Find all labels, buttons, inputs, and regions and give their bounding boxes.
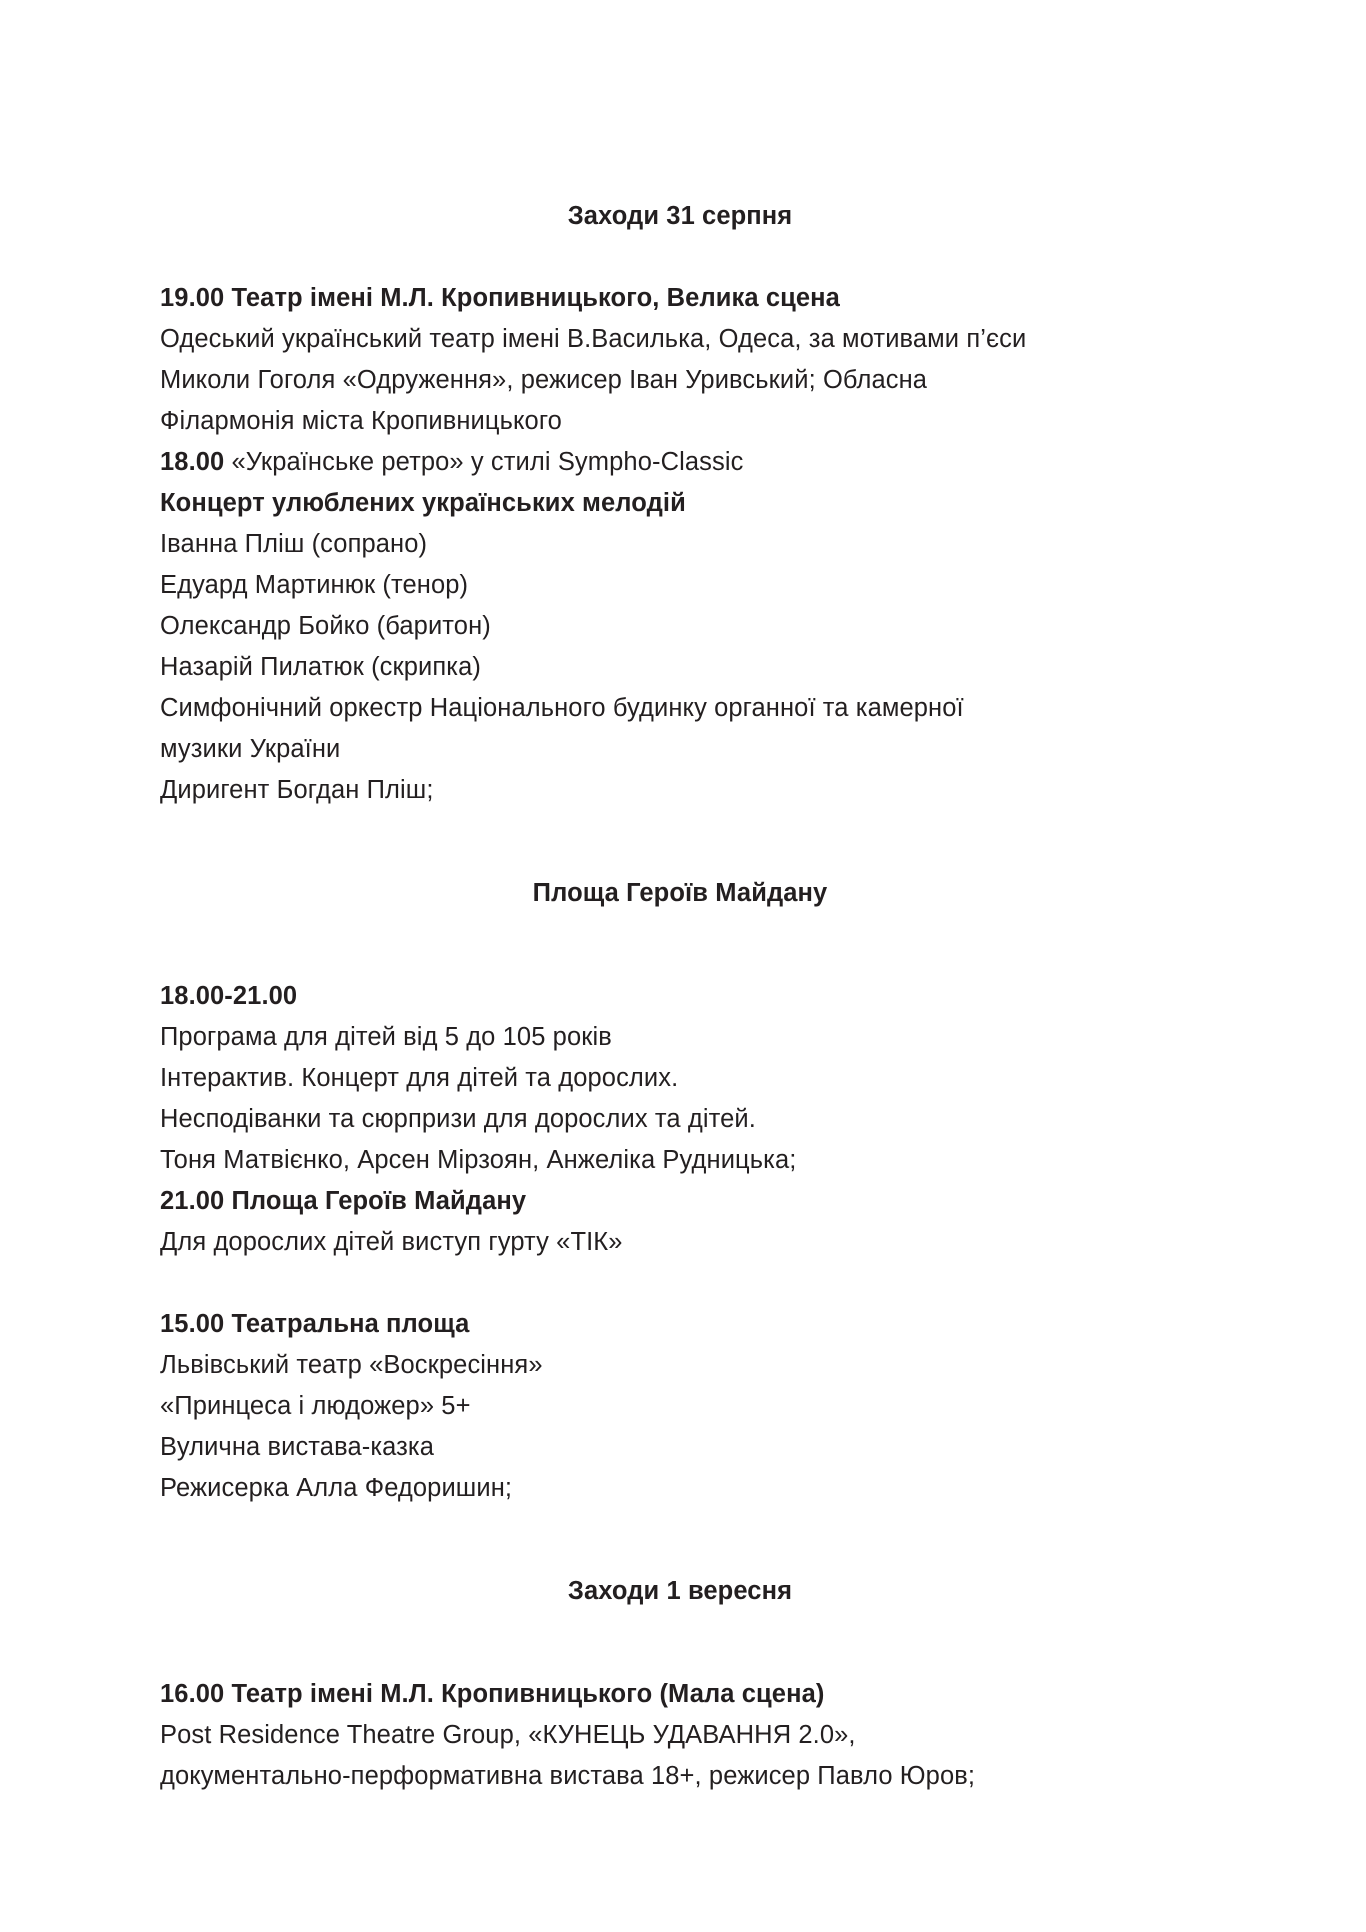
spacer (160, 811, 1200, 873)
theatre-square-line-2: «Принцеса і людожер» 5+ (160, 1392, 471, 1420)
theatre-aug31-line-2: Миколи Гоголя «Одруження», режисер Іван Уривський; Обласна (160, 366, 928, 394)
spacer (160, 237, 1200, 278)
performer-violin: Назарій Пилатюк (скрипка) (160, 653, 482, 681)
heading-events-sep1: Заходи 1 вересня (567, 1577, 793, 1605)
maidan-line-2: Інтерактив. Концерт для дітей та дорослих. (160, 1064, 679, 1092)
sep1-title: 16.00 Театр імені М.Л. Кропивницького (Мала сцена) (160, 1680, 825, 1708)
maidan-time-range: 18.00-21.00 (160, 982, 298, 1010)
theatre-square-line-4: Режисерка Алла Федоришин; (160, 1474, 513, 1502)
maidan-line-1: Програма для дітей від 5 до 105 років (160, 1023, 612, 1051)
spacer (160, 1612, 1200, 1674)
heading-events-aug31-block (160, 196, 1200, 237)
spacer (160, 1509, 1200, 1571)
section-sep1 (160, 1674, 1200, 1797)
section-theatre-aug31 (160, 278, 1200, 811)
heading-events-aug31: Заходи 31 серпня (567, 202, 793, 230)
heading-maidan-block (160, 873, 1200, 914)
spacer (160, 914, 1200, 976)
theatre-aug31-title: 19.00 Театр імені М.Л. Кропивницького, Велика сцена (160, 284, 840, 312)
retro-concert-time: 18.00 (160, 448, 225, 476)
section-theatre-square (160, 1304, 1200, 1509)
sep1-line-1: Post Residence Theatre Group, «КУНЕЦЬ УДАВАННЯ 2.0», (160, 1721, 856, 1749)
heading-maidan-square: Площа Героїв Майдану (532, 879, 828, 907)
retro-concert-title: «Українське ретро» у стилі Sympho-Classic (224, 448, 744, 476)
conductor-line: Диригент Богдан Пліш; (160, 776, 434, 804)
maidan-evening-line: Для дорослих дітей виступ гурту «ТІК» (160, 1228, 623, 1256)
theatre-aug31-line-1: Одеський український театр імені В.Василька, Одеса, за мотивами п’єси (160, 325, 1027, 353)
sep1-line-2: документально-перформативна вистава 18+, режисер Павло Юров; (160, 1762, 976, 1790)
theatre-square-title: 15.00 Театральна площа (160, 1310, 470, 1338)
theatre-square-line-1: Львівський театр «Воскресіння» (160, 1351, 543, 1379)
performer-soprano: Іванна Пліш (сопрано) (160, 530, 428, 558)
section-maidan (160, 976, 1200, 1263)
performer-baritone: Олександр Бойко (баритон) (160, 612, 491, 640)
maidan-evening-title: 21.00 Площа Героїв Майдану (160, 1187, 527, 1215)
document-body (160, 196, 1200, 1797)
theatre-square-line-3: Вулична вистава-казка (160, 1433, 435, 1461)
concert-subtitle: Концерт улюблених українських мелодій (160, 489, 686, 517)
maidan-line-3: Несподіванки та сюрпризи для дорослих та дітей. (160, 1105, 756, 1133)
orchestra-line-2: музики України (160, 735, 341, 763)
heading-events-sep1-block (160, 1571, 1200, 1612)
performer-tenor: Едуард Мартинюк (тенор) (160, 571, 469, 599)
retro-concert-line (160, 442, 1200, 483)
theatre-aug31-line-3: Філармонія міста Кропивницького (160, 407, 562, 435)
spacer (160, 1263, 1200, 1304)
maidan-artists: Тоня Матвієнко, Арсен Мірзоян, Анжеліка Рудницька; (160, 1146, 797, 1174)
orchestra-line-1: Симфонічний оркестр Національного будинку органної та камерної (160, 694, 964, 722)
